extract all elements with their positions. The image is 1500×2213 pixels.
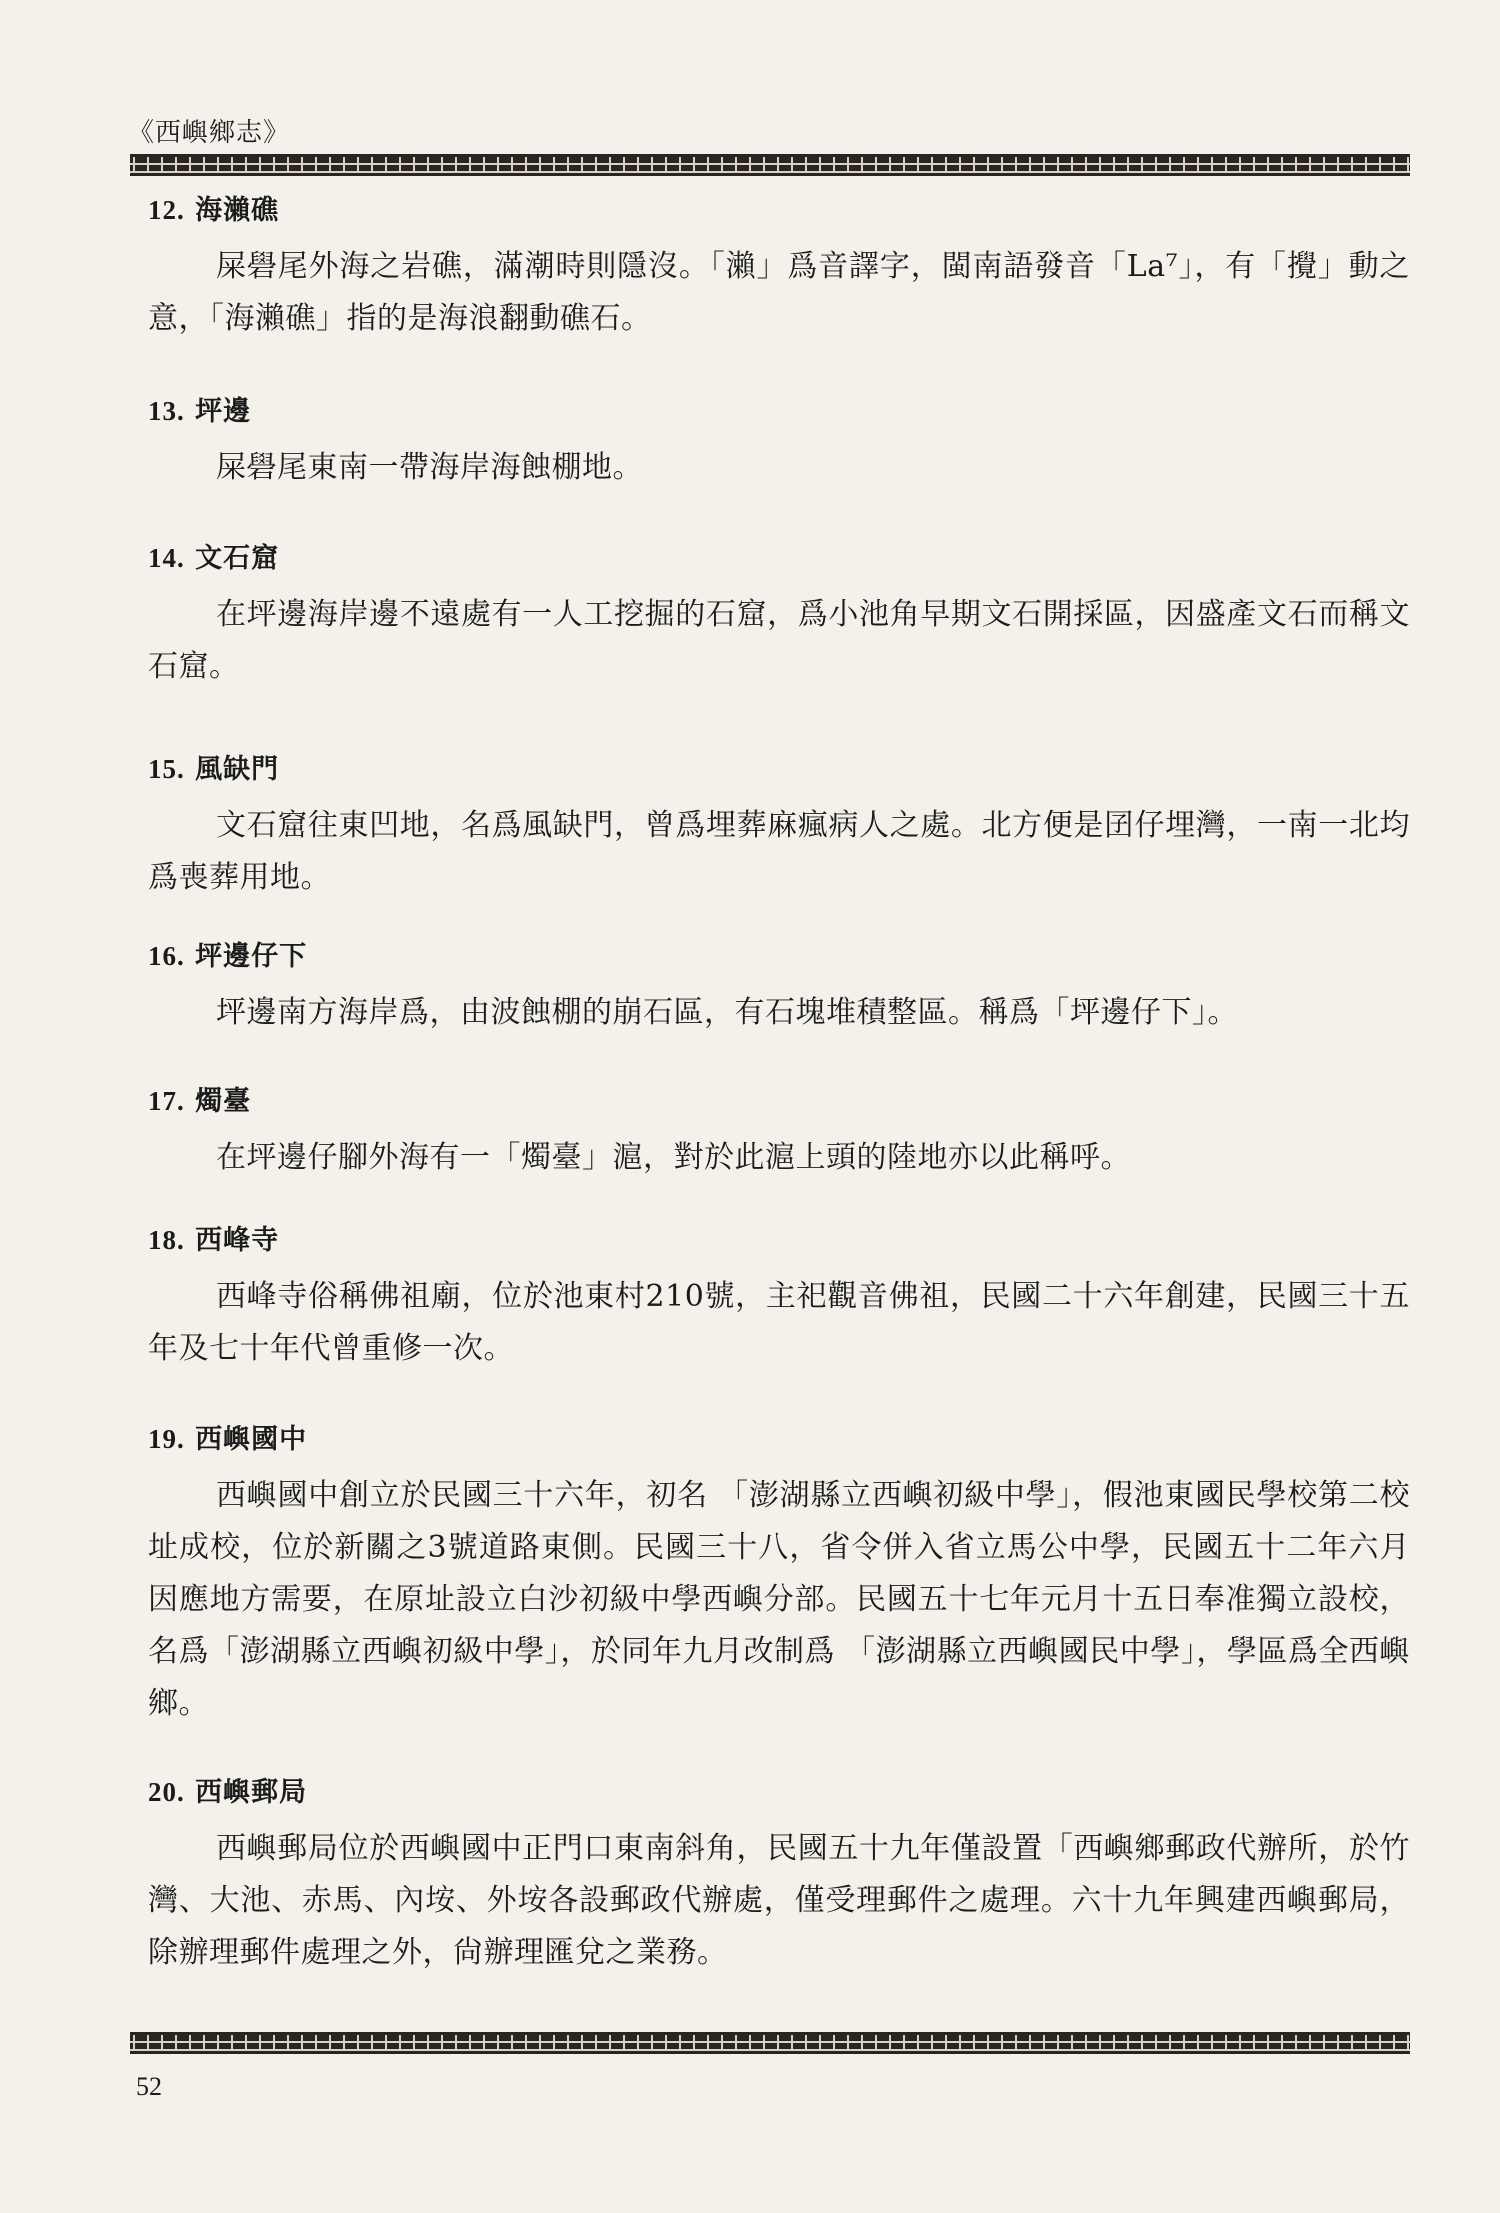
entry-text: 在坪邊海岸邊不遠處有一人工挖掘的石窟，爲小池角早期文石開採區，因盛產文石而稱文石窟。 — [148, 597, 1410, 684]
entry-text: 屎礐尾外海之岩礁，滿潮時則隱沒。「瀨」爲音譯字，閩南語發音「La⁷」，有「攪」動之意，「海瀨礁」指的是海浪翻動礁石。 — [148, 249, 1410, 336]
entry-heading — [148, 1766, 1410, 1819]
entry-text: 在坪邊仔腳外海有一「燭臺」滬，對於此滬上頭的陸地亦以此稱呼。 — [216, 1140, 1131, 1175]
entry-heading — [148, 930, 1410, 983]
entry-number: 12. — [148, 195, 185, 225]
entry-12 — [148, 184, 1410, 345]
entry-18 — [148, 1214, 1410, 1375]
entry-number: 13. — [148, 396, 185, 426]
entry-text: 西嶼郵局位於西嶼國中正門口東南斜角，民國五十九年僅設置「西嶼鄉郵政代辦所，於竹灣、大池、赤馬、內垵、外垵各設郵政代辦處，僅受理郵件之處理。六十九年興建西嶼郵局，除辦理郵件處理之外，尙辦理匯兌之業務。 — [148, 1831, 1410, 1970]
entry-title: 西嶼郵局 — [195, 1777, 308, 1808]
entry-title: 坪邊仔下 — [195, 941, 308, 972]
bottom-decorative-border — [130, 2032, 1410, 2054]
entry-text: 文石窟往東凹地，名爲風缺門，曾爲埋葬麻瘋病人之處。北方便是囝仔埋灣，一南一北均爲喪葬用地。 — [148, 808, 1410, 895]
entries-list — [148, 180, 1410, 1979]
entry-number: 19. — [148, 1424, 185, 1454]
entry-title: 海瀨礁 — [195, 195, 280, 226]
entry-number: 14. — [148, 543, 185, 573]
entry-15 — [148, 743, 1410, 904]
entry-number: 16. — [148, 941, 185, 971]
entry-title: 西峰寺 — [195, 1225, 280, 1256]
entry-heading — [148, 743, 1410, 796]
entry-title: 文石窟 — [195, 543, 280, 574]
entry-number: 17. — [148, 1086, 185, 1116]
entry-title: 坪邊 — [195, 396, 252, 427]
entry-heading — [148, 1413, 1410, 1466]
entry-text: 西嶼國中創立於民國三十六年，初名 「澎湖縣立西嶼初級中學」，假池東國民學校第二校址成校，位於新關之3號道路東側。民國三十八，省令併入省立馬公中學，民國五十二年六月因應地方需要，在原址設立白沙初級中學西嶼分部。民國五十七年元月十五日奉准獨立設校，名爲「澎湖縣立西嶼初級中學」，於同年九月改制爲 「澎湖縣立西嶼國民中學」，學區爲全西嶼鄉。 — [148, 1478, 1410, 1721]
entry-title: 燭臺 — [195, 1086, 252, 1117]
entry-text: 屎礐尾東南一帶海岸海蝕棚地。 — [216, 450, 643, 485]
entry-17 — [148, 1075, 1410, 1184]
entry-number: 20. — [148, 1777, 185, 1807]
entry-heading — [148, 532, 1410, 585]
entry-16 — [148, 930, 1410, 1039]
entry-14 — [148, 532, 1410, 693]
entry-number: 15. — [148, 754, 185, 784]
entry-heading — [148, 1214, 1410, 1267]
entry-13 — [148, 385, 1410, 494]
entry-heading — [148, 184, 1410, 237]
entry-text: 西峰寺俗稱佛祖廟，位於池東村210號，主祀觀音佛祖，民國二十六年創建，民國三十五年及七十年代曾重修一次。 — [148, 1279, 1410, 1366]
page-number: 52 — [136, 2072, 162, 2101]
top-decorative-border — [130, 154, 1410, 176]
entry-heading — [148, 1075, 1410, 1128]
entry-19 — [148, 1413, 1410, 1730]
entry-title: 西嶼國中 — [195, 1424, 308, 1455]
entry-heading — [148, 385, 1410, 438]
book-title: 《西嶼鄉志》 — [128, 118, 291, 148]
entry-title: 風缺門 — [195, 754, 280, 785]
entry-number: 18. — [148, 1225, 185, 1255]
entry-20 — [148, 1766, 1410, 1979]
entry-text: 坪邊南方海岸爲，由波蝕棚的崩石區，有石塊堆積整區。稱爲「坪邊仔下」。 — [216, 995, 1238, 1030]
